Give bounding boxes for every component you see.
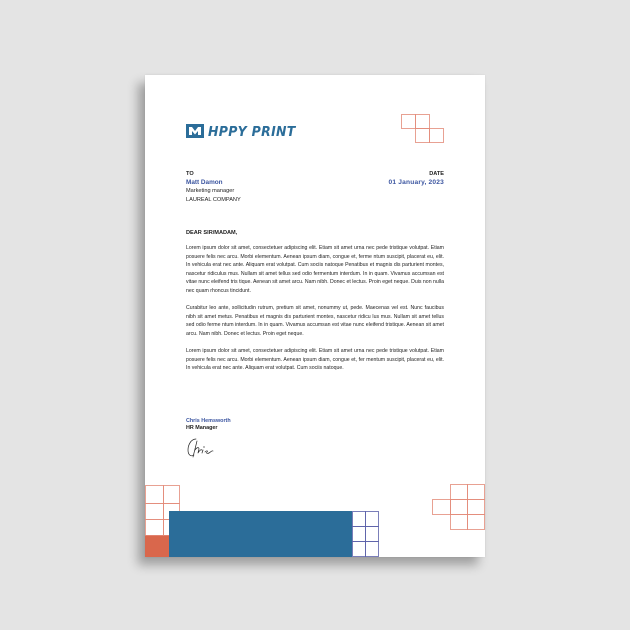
- date-label: DATE: [429, 171, 444, 177]
- logo-mark-icon: [186, 124, 204, 138]
- sender-title: HR Manager: [186, 425, 218, 431]
- sender-block: [186, 418, 231, 432]
- paragraph-2: Curabitur leo ante, sollicitudin rutrum, pretium sit amet, nonummy ut, pede. Maecenas vel est. Nunc faucibus nibh sit amet metus. Penatibus et magnis dis parturient montes, nascetur ridicu lus mus. Nullam sit amet tellus sed odio ferme ntum interdum. In in quam. Vivamus accumsan est vitae nunc eleifend tristique. Aenean sit amet arcu. Nam nibh. Donec et lectus. Proin eget neque.: [186, 305, 444, 337]
- handwritten-signature: [185, 435, 225, 461]
- letterhead-page: [145, 75, 485, 557]
- date-value: 01 January, 2023: [388, 178, 444, 186]
- letter-body: [186, 230, 444, 382]
- grid-decoration-bottom-mid: [353, 512, 379, 557]
- brand-name: HPPY PRINT: [208, 123, 296, 139]
- blue-footer-panel: [169, 511, 352, 557]
- recipient-block: [186, 170, 241, 204]
- sender-name: Chris Hemsworth: [186, 418, 231, 424]
- salutation: DEAR SIR/MADAM,: [186, 230, 238, 236]
- to-label: TO: [186, 171, 194, 177]
- paragraph-3: Lorem ipsum dolor sit amet, consectetuer adipiscing elit. Etiam sit amet urna nec pede tristique volutpat. Etiam posuere felis nec arcu. Morbi elementum. Aenean ipsum diam, congue et, fer mentum suscipit, placerat eu, elit. In vehicula erat nec ante. Aliquam erat volutpat. Cum sociis natoque.: [186, 348, 444, 372]
- date-block: [389, 170, 445, 187]
- recipient-title: Marketing manager: [186, 188, 235, 195]
- recipient-company: LAUREAL COMPANY: [186, 196, 241, 203]
- paragraph-1: Lorem ipsum dolor sit amet, consectetuer adipiscing elit. Etiam sit amet urna nec pede tristique volutpat. Etiam posuere felis nec arcu. Morbi elementum. Aenean ipsum diam, congue et, ferme ntum suscipit, placerat eu, elit. In vehicula erat nec ante. Aliquam erat volutpat. Cum sociis natoque Penatibus et magnis dis parturient montes, nascetur ridiculus mus. Nullam sit amet tellus sed odio fermentum interdum. In in quam. Vivamus accumsan est vitae nunc eleifend tris tique. Aenean sit amet arcu. Nam nibh. Donec et lectus. Proin eget neque. Duis non nulla nec quam rhoncus tincidunt.: [186, 245, 444, 294]
- grid-decoration-bottom-right: [432, 484, 485, 532]
- grid-decoration-top: [401, 114, 445, 144]
- brand-logo: [186, 123, 296, 139]
- recipient-name: Matt Damon: [186, 178, 223, 186]
- orange-accent-block: [145, 535, 169, 557]
